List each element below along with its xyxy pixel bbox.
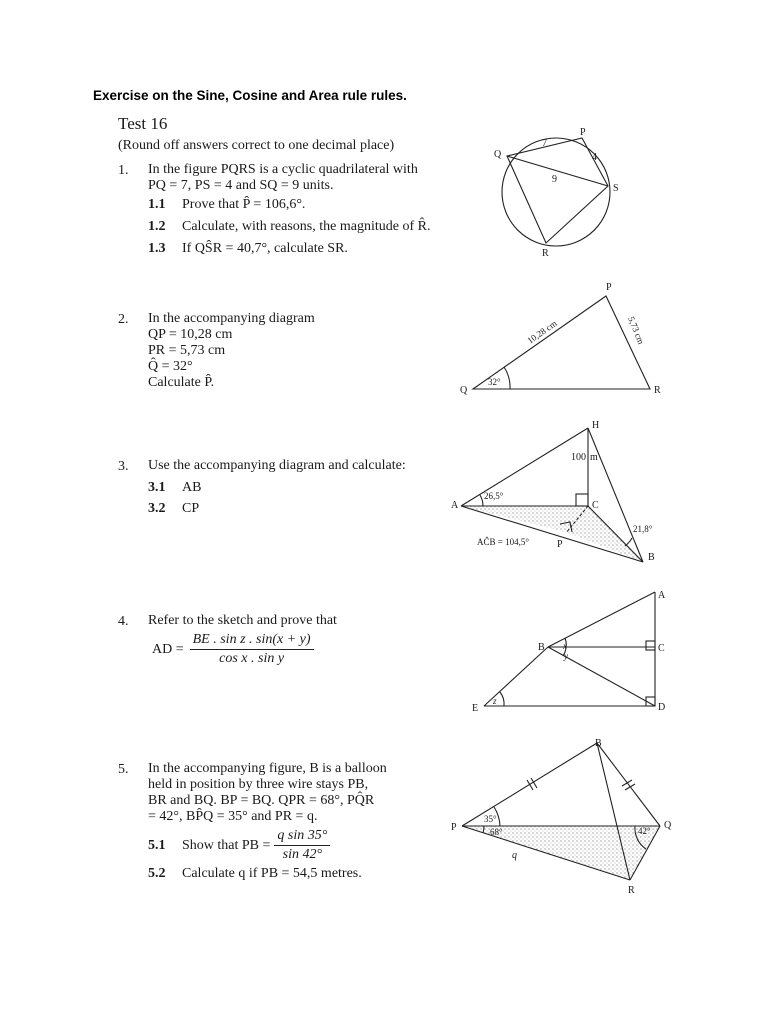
label-c: C bbox=[658, 643, 665, 654]
q4-intro: Refer to the sketch and prove that bbox=[148, 613, 337, 628]
label-angle-b: 21,8° bbox=[633, 524, 653, 534]
line-ba bbox=[548, 592, 655, 647]
rounding-note: (Round off answers correct to one decimal place) bbox=[118, 138, 395, 153]
label-b: B bbox=[595, 738, 602, 749]
label-s: S bbox=[613, 183, 619, 194]
document-heading: Exercise on the Sine, Cosine and Area rule rules. bbox=[93, 88, 407, 103]
angle-arc-e bbox=[500, 692, 504, 706]
sub-text: CP bbox=[182, 501, 200, 516]
q2-number: 2. bbox=[118, 312, 129, 327]
right-angle-c bbox=[576, 494, 588, 506]
figure-3-tower bbox=[451, 420, 655, 563]
figure-2-triangle bbox=[460, 282, 661, 396]
figure-5-balloon bbox=[451, 738, 672, 896]
triangle-pqr bbox=[473, 296, 650, 389]
label-r: R bbox=[628, 885, 635, 896]
tick-bq-1 bbox=[622, 780, 632, 786]
label-a: A bbox=[451, 500, 459, 511]
label-q: Q bbox=[494, 149, 502, 160]
label-d: D bbox=[658, 702, 666, 713]
q4-number: 4. bbox=[118, 614, 129, 629]
label-c: C bbox=[592, 500, 599, 511]
right-angle-c bbox=[646, 641, 655, 650]
sub-number: 1.3 bbox=[148, 241, 166, 256]
label-height: 100 bbox=[571, 452, 586, 463]
label-angle-a: 26,5° bbox=[484, 491, 504, 501]
label-angle-42: 42° bbox=[638, 826, 651, 836]
q2-line: In the accompanying diagram bbox=[148, 311, 315, 326]
sub-text: Calculate q if PB = 54,5 metres. bbox=[182, 866, 362, 881]
figure-1-cyclic-quadrilateral bbox=[494, 127, 619, 259]
q2-line: QP = 10,28 cm bbox=[148, 327, 233, 342]
label-e: E bbox=[472, 703, 479, 714]
label-pq: 7 bbox=[542, 138, 547, 149]
q1-line: PQ = 7, PS = 4 and SQ = 9 units. bbox=[148, 178, 334, 193]
q2-line: PR = 5,73 cm bbox=[148, 343, 226, 358]
label-r: R bbox=[542, 248, 549, 259]
label-r: R bbox=[654, 385, 661, 396]
label-q: Q bbox=[664, 820, 672, 831]
q4-lhs: AD = bbox=[152, 641, 184, 657]
q5-line: held in position by three wire stays PB, bbox=[148, 777, 369, 792]
sub-number: 1.2 bbox=[148, 219, 166, 234]
q2-line: Q̂ = 32° bbox=[148, 359, 193, 374]
label-p: P bbox=[606, 282, 612, 293]
label-p: P bbox=[580, 127, 586, 138]
q1-number: 1. bbox=[118, 163, 129, 178]
q2-ask: Calculate P̂. bbox=[148, 375, 215, 390]
label-qp: 10,28 cm bbox=[525, 318, 559, 346]
q4-numerator: BE . sin z . sin(x + y) bbox=[190, 632, 314, 650]
label-a: A bbox=[658, 590, 666, 601]
tick-bq-2 bbox=[625, 784, 635, 790]
angle-arc-b bbox=[625, 538, 632, 546]
label-sq: 9 bbox=[552, 174, 557, 185]
sub-text: Calculate, with reasons, the magnitude of R̂. bbox=[182, 219, 431, 234]
q4-denominator: cos x . sin y bbox=[219, 651, 285, 666]
q3-number: 3. bbox=[118, 459, 129, 474]
test-title: Test 16 bbox=[118, 114, 168, 133]
label-q-side: q bbox=[512, 850, 517, 861]
sub-text: Show that PB = bbox=[182, 837, 271, 853]
label-p: P bbox=[451, 822, 457, 833]
q5-line: BR and BQ. BP = BQ. QPR = 68°, PQ̂R bbox=[148, 793, 375, 808]
figure-4-triangles bbox=[472, 590, 666, 714]
label-h: H bbox=[592, 420, 600, 431]
label-q: Q bbox=[460, 385, 468, 396]
sub-text: If QŜR = 40,7°, calculate SR. bbox=[182, 241, 348, 256]
line-ah bbox=[461, 428, 588, 506]
sub-number: 1.1 bbox=[148, 197, 166, 212]
label-pr: 5,73 cm bbox=[626, 315, 647, 346]
label-y: y bbox=[564, 651, 568, 661]
angle-arc-q bbox=[504, 367, 510, 389]
label-angle-q: 32° bbox=[488, 377, 501, 387]
label-angle-35: 35° bbox=[484, 814, 497, 824]
sub-number: 3.2 bbox=[148, 501, 166, 516]
sub-text: AB bbox=[182, 480, 202, 495]
label-unit: m bbox=[590, 452, 598, 463]
label-b: B bbox=[648, 552, 655, 563]
q3-intro: Use the accompanying diagram and calculate: bbox=[148, 458, 406, 473]
label-ps: 4 bbox=[592, 152, 597, 163]
q5-number: 5. bbox=[118, 762, 129, 777]
sub-number: 5.2 bbox=[148, 866, 166, 881]
label-x: x bbox=[563, 641, 567, 651]
label-angle-68: 68° bbox=[490, 827, 503, 837]
q5-numerator: q sin 35° bbox=[274, 828, 330, 846]
q5-denominator: sin 42° bbox=[282, 847, 323, 862]
label-b: B bbox=[538, 642, 545, 653]
q5-line: = 42°, BP̂Q = 35° and PR = q. bbox=[148, 809, 318, 824]
sub-number: 5.1 bbox=[148, 837, 166, 853]
q5-line: In the accompanying figure, B is a balloon bbox=[148, 761, 387, 776]
label-angle-acb: AĈB = 104,5° bbox=[477, 537, 529, 547]
sub-text: Prove that P̂ = 106,6°. bbox=[182, 197, 306, 212]
sub-number: 3.1 bbox=[148, 480, 166, 495]
angle-arc-a bbox=[480, 495, 483, 506]
q1-line: In the figure PQRS is a cyclic quadrilateral with bbox=[148, 162, 418, 177]
label-p: P bbox=[557, 539, 563, 550]
label-z: z bbox=[493, 696, 497, 706]
